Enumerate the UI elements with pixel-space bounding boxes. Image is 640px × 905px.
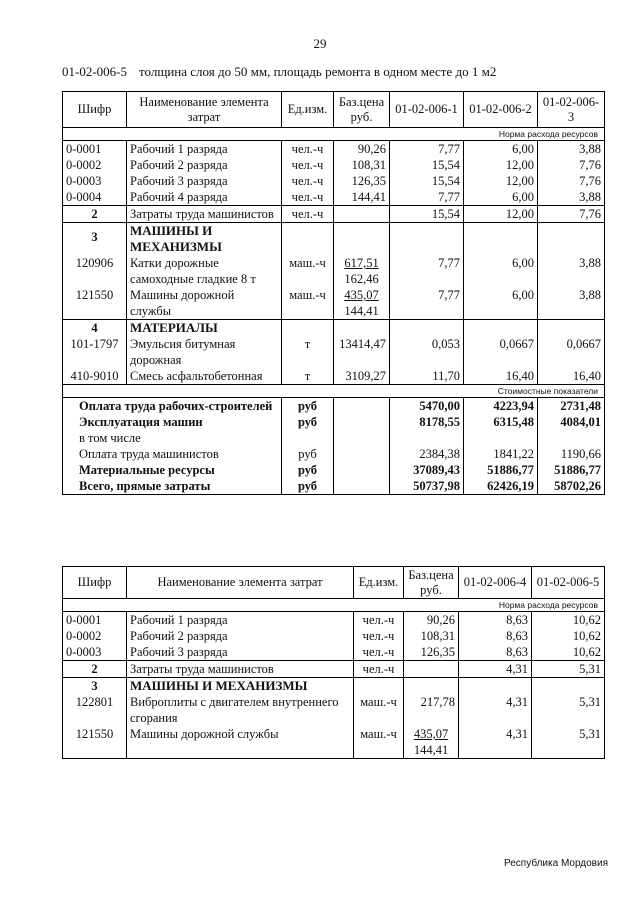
unit-cell: чел.-ч [354,644,404,661]
price-top: 617,51 [344,256,379,270]
value-cell: 10,62 [532,612,605,629]
section-title: толщина слоя до 50 мм, площадь ремонта в одном месте до 1 м2 [139,64,497,79]
price-cell: 90,26 [334,141,390,158]
value-cell: 4084,01 [538,414,605,446]
price-cell [334,255,390,287]
cost-name: Всего, прямые затраты [63,478,282,495]
name-cell: Смесь асфальтобетонная [127,368,282,385]
including-label: в том числе [79,431,141,445]
name-cell: Рабочий 3 разряда [127,173,282,189]
header-col-2: 01-02-006-2 [464,92,538,128]
value-cell: 4,31 [459,694,532,726]
unit-cell: руб [282,462,334,478]
table-row [63,255,605,287]
value-cell: 7,77 [390,255,464,287]
price-bottom: 144,41 [413,743,449,757]
value-cell: 16,40 [538,368,605,385]
name-cell: Рабочий 2 разряда [127,628,354,644]
table-row [63,644,605,661]
section-title: МАТЕРИАЛЫ [127,320,282,337]
unit-cell: маш.-ч [354,726,404,759]
code-cell: 0-0002 [63,157,127,173]
footer-region: Республика Мордовия [504,858,608,869]
code-cell: 120906 [63,255,127,287]
unit-cell: руб [282,446,334,462]
unit-cell: т [282,336,334,368]
price-cell [404,726,459,759]
unit-cell: маш.-ч [282,255,334,287]
value-cell: 8,63 [459,612,532,629]
name-cell: Затраты труда машинистов [127,661,354,678]
cost-label-row [63,385,605,398]
unit-cell: руб [282,478,334,495]
unit-cell: чел.-ч [354,661,404,678]
resource-table-1 [62,91,605,495]
value-cell: 8178,55 [390,414,464,446]
table-row [63,612,605,629]
value-cell: 0,0667 [464,336,538,368]
value-cell: 12,00 [464,206,538,223]
value-cell: 7,76 [538,206,605,223]
value-cell: 7,77 [390,189,464,206]
unit-cell: руб [282,398,334,415]
value-cell: 2384,38 [390,446,464,462]
header-col-3: 01-02-006-3 [538,92,605,128]
value-cell: 10,62 [532,644,605,661]
section-row-machines [63,678,605,695]
table-row [63,141,605,158]
value-cell: 6,00 [464,141,538,158]
unit-cell: чел.-ч [354,628,404,644]
unit-cell: чел.-ч [354,612,404,629]
header-price: Баз.цена руб. [334,92,390,128]
table-row [63,157,605,173]
table-row [63,189,605,206]
cost-name: Оплата труда машинистов [63,446,282,462]
unit-cell: т [282,368,334,385]
operators-row [63,661,605,678]
header-unit: Ед.изм. [282,92,334,128]
name-cell: Рабочий 4 разряда [127,189,282,206]
code-cell: 0-0002 [63,628,127,644]
value-cell: 6315,48 [464,414,538,446]
resource-table-2 [62,566,605,759]
table-row [63,336,605,368]
value-cell: 4223,94 [464,398,538,415]
value-cell: 4,31 [459,661,532,678]
table-row [63,368,605,385]
value-cell: 10,62 [532,628,605,644]
code-cell: 0-0004 [63,189,127,206]
unit-cell: руб [282,414,334,446]
code-cell: 410-9010 [63,368,127,385]
table-row [63,287,605,320]
code-cell: 122801 [63,694,127,726]
price-cell: 217,78 [404,694,459,726]
value-cell: 15,54 [390,206,464,223]
price-cell: 108,31 [404,628,459,644]
price-cell: 13414,47 [334,336,390,368]
unit-cell: чел.-ч [282,141,334,158]
name-cell: Машины дорожной службы [127,287,282,320]
header-name: Наименование элемента затрат [127,567,354,599]
header-name: Наименование элемента затрат [127,92,282,128]
header-col-1: 01-02-006-4 [459,567,532,599]
name-cell: Машины дорожной службы [127,726,354,759]
name-cell: Катки дорожные самоходные гладкие 8 т [127,255,282,287]
price-cell: 144,41 [334,189,390,206]
value-cell: 3,88 [538,255,605,287]
value-cell: 6,00 [464,189,538,206]
header-col-2: 01-02-006-5 [532,567,605,599]
value-cell: 3,88 [538,287,605,320]
code-cell: 2 [63,206,127,223]
value-cell: 8,63 [459,628,532,644]
name-cell: Эмульсия битумная дорожная [127,336,282,368]
page-number: 29 [313,36,327,51]
value-cell: 1841,22 [464,446,538,462]
value-cell: 7,76 [538,173,605,189]
cost-label: Стоимостные показатели [63,385,605,398]
value-cell: 62426,19 [464,478,538,495]
code-cell: 2 [63,661,127,678]
value-cell: 7,76 [538,157,605,173]
value-cell: 5,31 [532,694,605,726]
code-cell: 3 [63,223,127,256]
code-cell: 0-0001 [63,141,127,158]
unit-cell: чел.-ч [282,189,334,206]
unit-cell: маш.-ч [354,694,404,726]
value-cell: 0,053 [390,336,464,368]
cost-row [63,446,605,462]
unit-cell: чел.-ч [282,206,334,223]
price-bottom: 144,41 [344,304,379,318]
name-cell: Виброплиты с двигателем внутреннего сгорания [127,694,354,726]
price-cell [334,206,390,223]
name-cell: Рабочий 1 разряда [127,141,282,158]
value-cell: 8,63 [459,644,532,661]
value-cell: 37089,43 [390,462,464,478]
header-price: Баз.цена руб. [404,567,459,599]
cost-row-total [63,478,605,495]
value-cell: 5,31 [532,661,605,678]
norm-label-row [63,599,605,612]
code-cell: 0-0001 [63,612,127,629]
norm-label: Норма расхода ресурсов [63,599,605,612]
section-heading [62,64,496,80]
header-code: Шифр [63,92,127,128]
value-cell: 15,54 [390,173,464,189]
cost-row [63,398,605,415]
price-cell [334,287,390,320]
price-bottom: 162,46 [344,272,379,286]
table-row [63,628,605,644]
header-unit: Ед.изм. [354,567,404,599]
code-cell: 3 [63,678,127,695]
code-cell: 0-0003 [63,644,127,661]
value-cell: 16,40 [464,368,538,385]
cost-name: Оплата труда рабочих-строителей [63,398,282,415]
unit-cell: чел.-ч [282,157,334,173]
value-cell: 51886,77 [538,462,605,478]
unit-cell: маш.-ч [282,287,334,320]
header-code: Шифр [63,567,127,599]
price-cell: 126,35 [334,173,390,189]
section-row-materials [63,320,605,337]
section-code: 01-02-006-5 [62,64,127,79]
value-cell: 0,0667 [538,336,605,368]
code-cell: 121550 [63,287,127,320]
price-cell [404,661,459,678]
value-cell: 2731,48 [538,398,605,415]
table-row [63,694,605,726]
value-cell: 1190,66 [538,446,605,462]
cost-name: Материальные ресурсы [63,462,282,478]
name-cell: Рабочий 2 разряда [127,157,282,173]
value-cell: 7,77 [390,287,464,320]
cost-name-text: Эксплуатация машин [79,415,203,429]
value-cell: 15,54 [390,157,464,173]
table-header-row [63,567,605,599]
value-cell: 6,00 [464,287,538,320]
value-cell: 7,77 [390,141,464,158]
value-cell: 3,88 [538,189,605,206]
price-cell: 3109,27 [334,368,390,385]
value-cell: 3,88 [538,141,605,158]
unit-cell: чел.-ч [282,173,334,189]
value-cell: 11,70 [390,368,464,385]
value-cell: 12,00 [464,157,538,173]
value-cell: 50737,98 [390,478,464,495]
norm-label: Норма расхода ресурсов [63,128,605,141]
value-cell: 58702,26 [538,478,605,495]
price-top: 435,07 [413,727,449,741]
code-cell: 121550 [63,726,127,759]
price-top: 435,07 [344,288,379,302]
value-cell: 5,31 [532,726,605,759]
table-header-row [63,92,605,128]
code-cell: 0-0003 [63,173,127,189]
name-cell: Рабочий 3 разряда [127,644,354,661]
table-row [63,173,605,189]
value-cell: 6,00 [464,255,538,287]
operators-row [63,206,605,223]
code-cell: 101-1797 [63,336,127,368]
cost-name [63,414,282,446]
section-title: МАШИНЫ И МЕХАНИЗМЫ [127,223,282,256]
norm-label-row [63,128,605,141]
code-cell: 4 [63,320,127,337]
value-cell: 51886,77 [464,462,538,478]
value-cell: 4,31 [459,726,532,759]
section-title: МАШИНЫ И МЕХАНИЗМЫ [127,678,354,695]
price-cell: 126,35 [404,644,459,661]
value-cell: 5470,00 [390,398,464,415]
cost-row [63,462,605,478]
name-cell: Затраты труда машинистов [127,206,282,223]
price-cell: 90,26 [404,612,459,629]
price-cell: 108,31 [334,157,390,173]
cost-row [63,414,605,446]
value-cell: 12,00 [464,173,538,189]
section-row-machines [63,223,605,256]
table-row [63,726,605,759]
header-col-1: 01-02-006-1 [390,92,464,128]
name-cell: Рабочий 1 разряда [127,612,354,629]
